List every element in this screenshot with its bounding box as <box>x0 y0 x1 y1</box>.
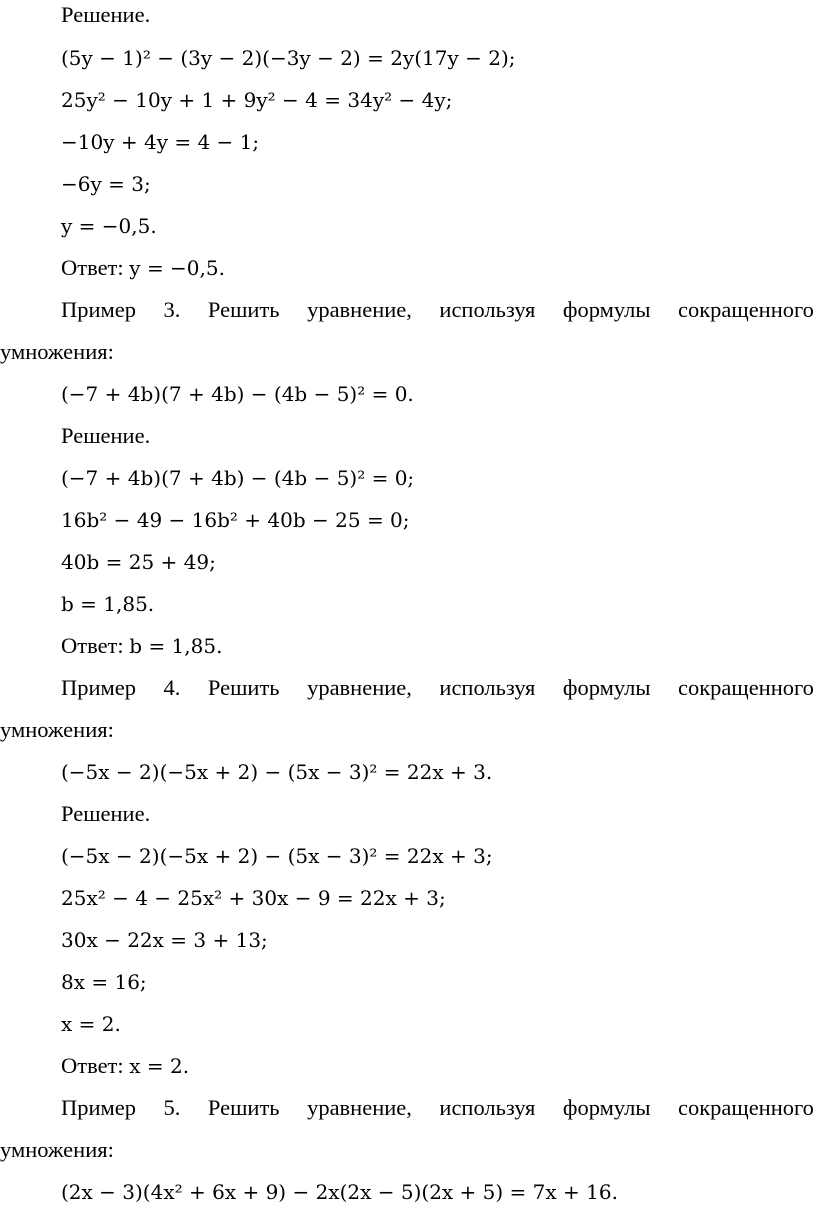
heading-word: уравнение, <box>307 675 412 700</box>
heading-word: используя <box>439 297 536 322</box>
heading-word: сокращенного <box>677 675 814 700</box>
heading-continuation: умножения: <box>0 1137 114 1162</box>
example-equation: (−7 + 4b)(7 + 4b) − (4b − 5)² = 0. <box>61 382 414 406</box>
equation-step: b = 1,85. <box>61 592 155 616</box>
heading-word: формулы <box>562 675 651 700</box>
heading-word: 5. <box>163 1095 181 1120</box>
answer-line <box>61 1051 189 1081</box>
example-equation: (2x − 3)(4x² + 6x + 9) − 2x(2x − 5)(2x + 5) = 7x + 16. <box>61 1180 618 1204</box>
solution-label: Решение. <box>61 423 151 448</box>
equation-step: (5y − 1)² − (3y − 2)(−3y − 2) = 2y(17y − 2); <box>61 46 516 70</box>
answer-value: x = 2. <box>129 1054 190 1078</box>
example-heading <box>61 1093 814 1123</box>
heading-word: 4. <box>163 675 181 700</box>
answer-value: b = 1,85. <box>129 634 223 658</box>
equation-step: x = 2. <box>61 1012 121 1036</box>
answer-label: Ответ: <box>61 255 124 280</box>
heading-word: используя <box>439 675 536 700</box>
solution-label: Решение. <box>61 2 151 27</box>
heading-word: используя <box>439 1095 536 1120</box>
answer-line <box>61 253 225 283</box>
heading-word: сокращенного <box>677 1095 814 1120</box>
heading-word: формулы <box>562 1095 651 1120</box>
answer-label: Ответ: <box>61 1053 124 1078</box>
heading-word: Пример <box>61 1095 137 1120</box>
equation-step: 25y² − 10y + 1 + 9y² − 4 = 34y² − 4y; <box>61 88 453 112</box>
heading-continuation: умножения: <box>0 717 114 742</box>
equation-step: 16b² − 49 − 16b² + 40b − 25 = 0; <box>61 508 410 532</box>
heading-word: Решить <box>207 675 280 700</box>
equation-step: (−5x − 2)(−5x + 2) − (5x − 3)² = 22x + 3; <box>61 844 493 868</box>
heading-word: формулы <box>562 297 651 322</box>
answer-value: y = −0,5. <box>129 256 225 280</box>
equation-step: (−7 + 4b)(7 + 4b) − (4b − 5)² = 0; <box>61 466 415 490</box>
example-equation: (−5x − 2)(−5x + 2) − (5x − 3)² = 22x + 3. <box>61 760 493 784</box>
answer-line <box>61 631 222 661</box>
heading-word: Пример <box>61 675 137 700</box>
equation-step: 8x = 16; <box>61 970 147 994</box>
heading-word: Решить <box>207 297 280 322</box>
equation-step: −6y = 3; <box>61 172 151 196</box>
equation-step: 25x² − 4 − 25x² + 30x − 9 = 22x + 3; <box>61 886 446 910</box>
heading-word: уравнение, <box>307 1095 412 1120</box>
equation-step: y = −0,5. <box>61 214 157 238</box>
heading-word: Решить <box>207 1095 280 1120</box>
answer-label: Ответ: <box>61 633 124 658</box>
heading-word: 3. <box>163 297 181 322</box>
heading-word: Пример <box>61 297 137 322</box>
heading-continuation: умножения: <box>0 339 114 364</box>
equation-step: 30x − 22x = 3 + 13; <box>61 928 268 952</box>
equation-step: 40b = 25 + 49; <box>61 550 216 574</box>
heading-word: уравнение, <box>307 297 412 322</box>
example-heading <box>61 673 814 703</box>
heading-word: сокращенного <box>677 297 814 322</box>
example-heading <box>61 295 814 325</box>
equation-step: −10y + 4y = 4 − 1; <box>61 130 260 154</box>
solution-label: Решение. <box>61 801 151 826</box>
